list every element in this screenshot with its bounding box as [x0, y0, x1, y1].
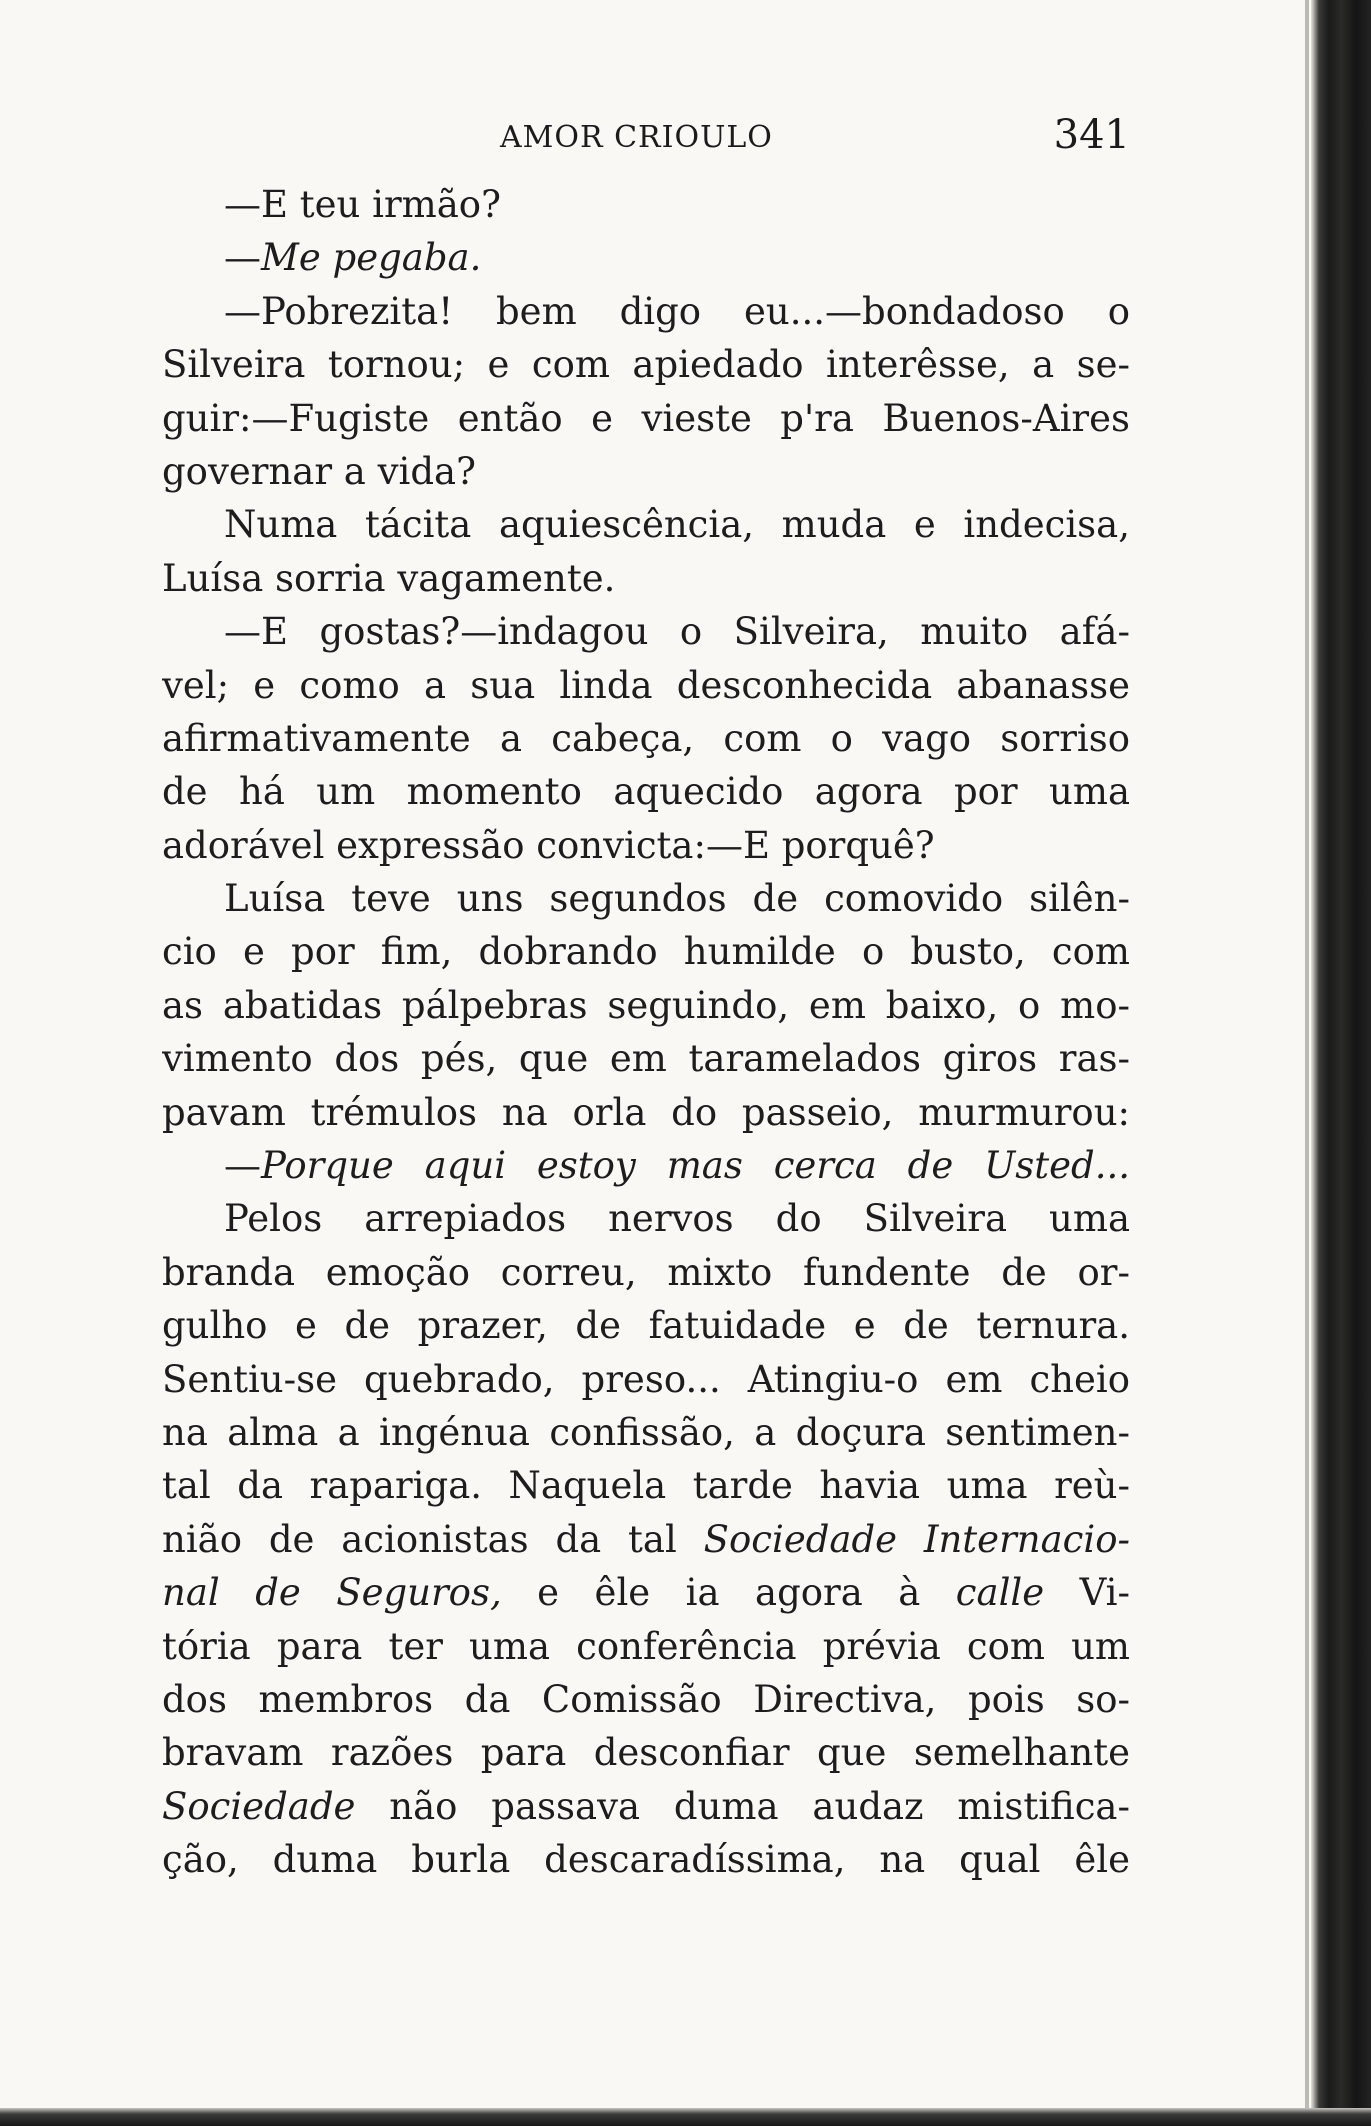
- text-line: [162, 1299, 1130, 1352]
- text-segment: —Pobrezita! bem digo eu...—bondadoso o: [224, 289, 1130, 333]
- body-text: [162, 178, 1130, 1887]
- text-segment: —E gostas?—indagou o Silveira, muito afá-: [224, 610, 1130, 654]
- text-segment: Sentiu-se quebrado, preso... Atingiu-o em cheio: [162, 1357, 1130, 1401]
- page-header: [160, 112, 1130, 162]
- text-line: [162, 1673, 1130, 1726]
- text-segment: de há um momento aquecido agora por uma: [162, 770, 1130, 814]
- text-segment: nião de acionistas da tal: [162, 1517, 704, 1561]
- text-segment: gulho e de prazer, de fatuidade e de ternura.: [162, 1304, 1130, 1348]
- text-segment: governar a vida?: [162, 449, 476, 493]
- text-line: [162, 552, 1130, 605]
- text-segment: Vi-: [1044, 1571, 1130, 1615]
- text-segment: tória para ter uma conferência prévia com um: [162, 1624, 1130, 1668]
- text-segment: Pelos arrepiados nervos do Silveira uma: [224, 1197, 1130, 1241]
- text-segment: na alma a ingénua confissão, a doçura sentimen-: [162, 1410, 1130, 1454]
- text-segment: Luísa sorria vagamente.: [162, 556, 616, 600]
- text-line: [162, 1513, 1130, 1566]
- text-line: [162, 445, 1130, 498]
- text-segment: vel; e como a sua linda desconhecida abanasse: [162, 663, 1130, 707]
- text-line: [162, 1620, 1130, 1673]
- text-line: [162, 872, 1130, 925]
- text-line: [162, 392, 1130, 445]
- text-line: [162, 1406, 1130, 1459]
- text-line: [162, 285, 1130, 338]
- text-segment: vimento dos pés, que em taramelados giros ras-: [162, 1037, 1130, 1081]
- text-segment: Numa tácita aquiescência, muda e indecisa,: [224, 503, 1130, 547]
- text-segment: e êle ia agora à: [501, 1571, 956, 1615]
- text-line: [162, 178, 1130, 231]
- text-segment: —E teu irmão?: [224, 183, 501, 226]
- text-line: [162, 819, 1130, 872]
- text-line: [162, 712, 1130, 765]
- text-segment: afirmativamente a cabeça, com o vago sorriso: [162, 716, 1130, 760]
- text-line: [162, 1086, 1130, 1139]
- page-number: 341: [1053, 112, 1130, 158]
- text-segment: as abatidas pálpebras seguindo, em baixo, o mo-: [162, 983, 1130, 1027]
- italic-text: Sociedade: [162, 1784, 356, 1828]
- page-bottom-edge: [0, 2108, 1371, 2126]
- text-segment: pavam trémulos na orla do passeio, murmurou:: [162, 1090, 1130, 1134]
- text-segment: cio e por fim, dobrando humilde o busto, com: [162, 930, 1130, 974]
- page-gutter-shadow: [1305, 0, 1309, 2126]
- text-line: [162, 1726, 1130, 1779]
- text-line: [162, 979, 1130, 1032]
- text-line: [162, 1139, 1130, 1192]
- italic-text: Porque aqui estoy mas cerca de Usted...: [261, 1144, 1130, 1188]
- text-segment: tal da rapariga. Naquela tarde havia uma reù-: [162, 1464, 1130, 1508]
- running-head: AMOR CRIOULO: [500, 120, 773, 155]
- text-line: [162, 1833, 1130, 1886]
- text-segment: não passava duma audaz mistifica-: [355, 1784, 1130, 1828]
- text-segment: bravam razões para desconfiar que semelhante: [162, 1731, 1130, 1775]
- text-line: [162, 1566, 1130, 1619]
- text-line: [162, 1459, 1130, 1512]
- text-line: [162, 1246, 1130, 1299]
- text-segment: Luísa teve uns segundos de comovido silên-: [224, 877, 1130, 921]
- text-line: [162, 765, 1130, 818]
- text-segment: ção, duma burla descaradíssima, na qual êle: [162, 1838, 1130, 1882]
- text-line: [162, 1192, 1130, 1245]
- text-segment: —: [224, 236, 261, 280]
- text-line: [162, 338, 1130, 391]
- text-line: [162, 605, 1130, 658]
- text-segment: adorável expressão convicta:—E porquê?: [162, 823, 935, 867]
- text-segment: dos membros da Comissão Directiva, pois so-: [162, 1677, 1130, 1721]
- italic-text: Me pegaba.: [261, 236, 482, 280]
- text-line: [162, 925, 1130, 978]
- text-line: [162, 231, 1130, 284]
- text-segment: branda emoção correu, mixto fundente de or-: [162, 1250, 1130, 1294]
- book-spine-edge: [1311, 0, 1371, 2126]
- text-segment: Silveira tornou; e com apiedado interêsse, a se-: [162, 343, 1130, 387]
- text-segment: —: [224, 1144, 261, 1188]
- text-line: [162, 498, 1130, 551]
- text-line: [162, 659, 1130, 712]
- text-line: [162, 1032, 1130, 1085]
- text-line: [162, 1353, 1130, 1406]
- italic-text: Sociedade Internacio-: [703, 1517, 1130, 1561]
- italic-text: nal de Seguros,: [162, 1571, 502, 1615]
- italic-text: calle: [955, 1571, 1045, 1615]
- text-segment: guir:—Fugiste então e vieste p'ra Buenos-Aires: [162, 396, 1130, 440]
- text-line: [162, 1780, 1130, 1833]
